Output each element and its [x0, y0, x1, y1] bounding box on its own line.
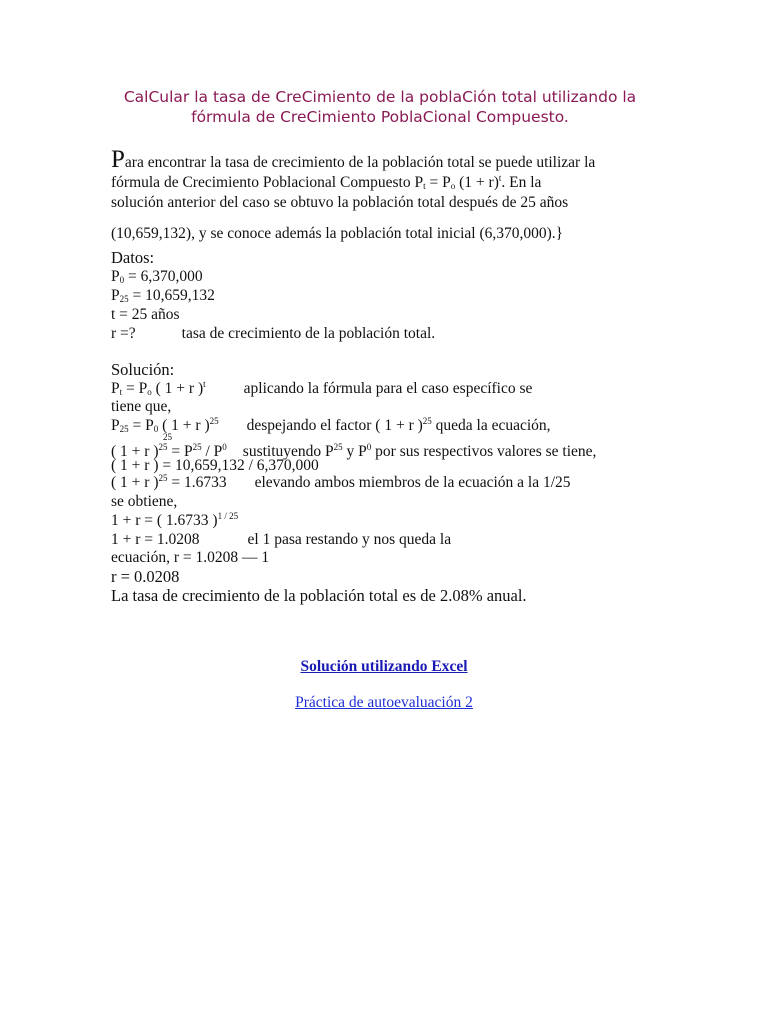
- intro-paragraph: [111, 146, 671, 213]
- intro-line-1: Para encontrar la tasa de crecimiento de la población total se puede utilizar la: [111, 146, 596, 173]
- intro-line-2: fórmula de Crecimiento Poblacional Compuesto $P_t = P_o$ $(1 + r)^t$. En la: [111, 173, 542, 191]
- solucion-line-5: ( 1 + r ) = 10,659,132 / 6,370,000: [111, 457, 319, 474]
- datos-r: r =? tasa de crecimiento de la población total.: [111, 325, 436, 342]
- datos-heading: Datos:: [111, 248, 155, 267]
- datos-p25: $P_{25} = 10,659,132$: [111, 287, 215, 304]
- conclusion: La tasa de crecimiento de la población total es de 2.08% anual.: [111, 586, 527, 605]
- solucion-line-7: se obtiene,: [111, 493, 178, 510]
- excel-solution-link[interactable]: Solución utilizando Excel: [300, 658, 468, 675]
- page-title: CalCular la tasa de CreCimiento de la poblaCión total utilizando la fórmula de CreCimiento PoblaCional Compuesto.: [123, 88, 637, 126]
- solucion-heading: Solución:: [111, 360, 175, 379]
- datos-p0: $P_0 = 6,370,000$: [111, 268, 203, 285]
- intro-line-3: solución anterior del caso se obtuvo la población total después de 25 años: [111, 194, 569, 211]
- solucion-line-4: ( 1 + r )$^{25} = P^{25} / P^0$ sustituyendo $P^{25}$ y $P^0$ por sus respectivos valores se tiene,: [111, 442, 597, 460]
- solucion-line-8: 1 + r = ( 1.6733 )$^{1 / 25}$: [111, 511, 239, 529]
- solucion-line-11: r = 0.0208: [111, 567, 180, 586]
- solucion-line-9: 1 + r = 1.0208 el 1 pasa restando y nos queda la: [111, 531, 452, 548]
- solucion-line-1: $P_t = P_o$ ( 1 + r )$^t$ aplicando la fórmula para el caso específico se: [111, 379, 533, 397]
- datos-t: t = 25 años: [111, 306, 180, 323]
- solucion-line-6: ( 1 + r )$^{25}$ = 1.6733 elevando ambos miembros de la ecuación a la 1/25: [111, 473, 571, 491]
- solucion-line-2: tiene que,: [111, 398, 172, 415]
- solucion-line-3: $P_{25} = P_0$ ( 1 + r )$^{25}$ despejando el factor ( 1 + r )$^{25}$ queda la ecuación,: [111, 416, 551, 434]
- practice-link[interactable]: Práctica de autoevaluación 2: [295, 694, 473, 711]
- solucion-line-10: ecuación, r = 1.0208 — 1: [111, 549, 270, 566]
- solucion-line-4-sup: 25: [163, 432, 172, 442]
- drop-cap: P: [111, 146, 125, 173]
- intro-line-4: (10,659,132), y se conoce además la población total inicial (6,370,000).}: [111, 225, 564, 242]
